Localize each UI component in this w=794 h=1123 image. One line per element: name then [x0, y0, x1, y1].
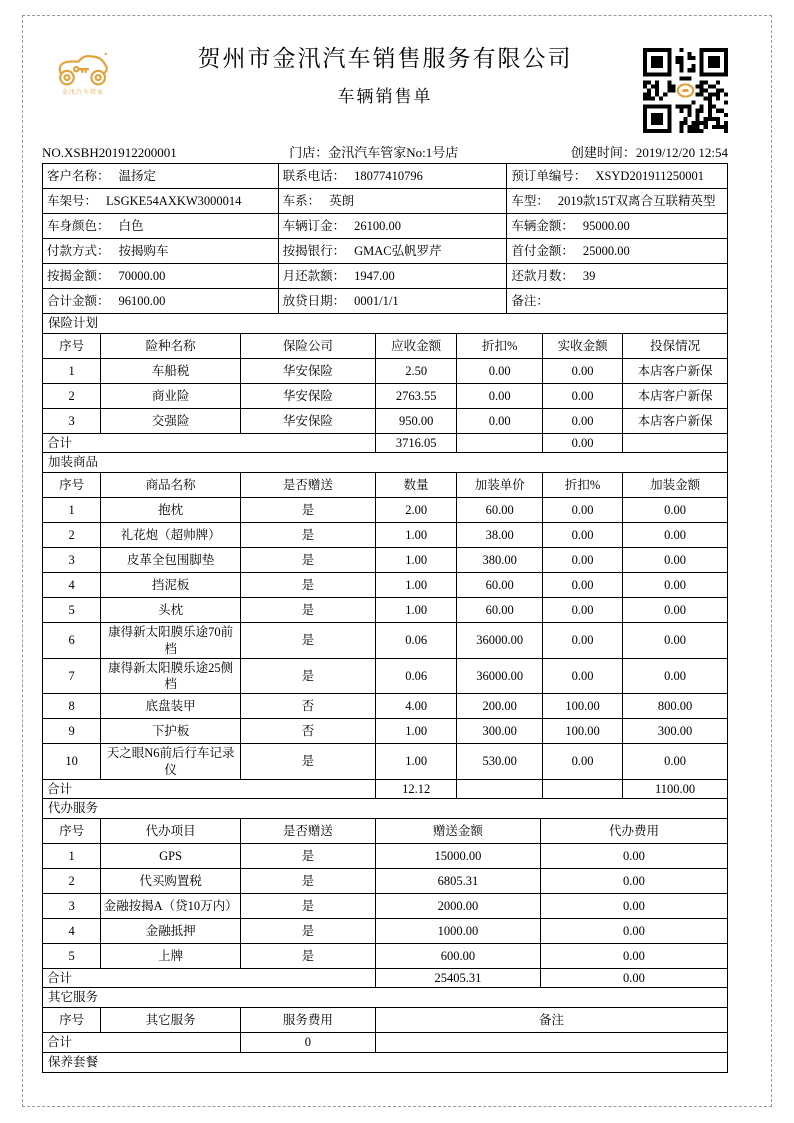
- cell-index: 4: [43, 573, 101, 598]
- header-cell: 序号: [43, 334, 101, 359]
- info-cell: [507, 239, 728, 264]
- field-label: 车辆订金：: [282, 218, 346, 233]
- cell-is-gift: 是: [240, 523, 375, 548]
- field-label: 还款月数：: [511, 268, 574, 283]
- cell-agency-item: 上牌: [101, 944, 241, 969]
- header-cell: 折扣%: [543, 473, 623, 498]
- header-cell: 是否赠送: [240, 473, 375, 498]
- cell-quantity: 1.00: [375, 548, 457, 573]
- field-value: 白色: [118, 218, 144, 233]
- car-key-logo-icon: [56, 50, 110, 90]
- field-label: 月还款额：: [282, 268, 346, 283]
- field-label: 合计金额：: [47, 293, 110, 308]
- field-label: 按揭银行：: [282, 243, 346, 258]
- cell-product-name: 头枕: [101, 598, 241, 623]
- cell-discount: 0.00: [543, 548, 623, 573]
- cell-agency-item: 金融按揭A（贷10万内）: [101, 894, 241, 919]
- cell-quantity: 1.00: [375, 598, 457, 623]
- field-label: 预订单编号：: [511, 168, 587, 183]
- addons-total-row: [43, 779, 728, 798]
- field-label: 付款方式：: [47, 243, 110, 258]
- header-cell: 商品名称: [101, 473, 241, 498]
- header-cell: 投保情况: [623, 334, 728, 359]
- table-row: [43, 214, 728, 239]
- table-header-row: [43, 473, 728, 498]
- table-row: [43, 658, 728, 694]
- cell-product-name: 挡泥板: [101, 573, 241, 598]
- field-value: 70000.00: [118, 268, 166, 283]
- cell-product-name: 底盘装甲: [101, 694, 241, 719]
- cell-unit-price: 38.00: [457, 523, 543, 548]
- empty-cell: [623, 434, 728, 453]
- cell-discount: 0.00: [457, 409, 543, 434]
- total-agency-fee: 0.00: [540, 969, 727, 988]
- cell-index: 7: [43, 658, 101, 694]
- section-label-maintenance: 保养套餐: [42, 1052, 728, 1073]
- header-cell: 险种名称: [101, 334, 241, 359]
- cell-unit-price: 380.00: [457, 548, 543, 573]
- created-time: 创建时间：2019/12/20 12:54: [570, 145, 728, 160]
- table-row: [43, 694, 728, 719]
- cell-product-name: 康得新太阳膜乐途70前档: [101, 623, 241, 659]
- table-row: [43, 164, 728, 189]
- cell-gift-amount: 15000.00: [375, 844, 540, 869]
- cell-discount: 0.00: [457, 384, 543, 409]
- header-cell: 备注: [375, 1008, 727, 1033]
- table-header-row: [43, 334, 728, 359]
- cell-quantity: 1.00: [375, 719, 457, 744]
- info-cell: [278, 189, 507, 214]
- cell-index: 3: [43, 548, 101, 573]
- cell-amount: 800.00: [623, 694, 728, 719]
- field-label: 客户名称：: [47, 168, 110, 183]
- header-cell: 代办费用: [540, 819, 727, 844]
- cell-agency-item: 代买购置税: [101, 869, 241, 894]
- cell-is-gift: 是: [240, 844, 375, 869]
- insurance-total-row: [43, 434, 728, 453]
- cell-discount: 0.00: [543, 573, 623, 598]
- cell-unit-price: 60.00: [457, 498, 543, 523]
- table-row: [43, 548, 728, 573]
- cell-index: 2: [43, 523, 101, 548]
- cell-quantity: 0.06: [375, 623, 457, 659]
- header-cell: 是否赠送: [240, 819, 375, 844]
- field-value: XSYD201911250001: [595, 168, 704, 183]
- store-name: 门店：金汛汽车管家No:1号店: [289, 145, 459, 160]
- document-header: [42, 28, 728, 134]
- cell-product-name: 天之眼N6前后行车记录仪: [101, 744, 241, 780]
- header-cell: 赠送金额: [375, 819, 540, 844]
- cell-is-gift: 是: [240, 869, 375, 894]
- customer-info-table: [42, 163, 728, 314]
- cell-gift-amount: 600.00: [375, 944, 540, 969]
- insurance-table: [42, 333, 728, 453]
- header-cell: 应收金额: [375, 334, 457, 359]
- cell-amount: 300.00: [623, 719, 728, 744]
- addons-table: [42, 472, 728, 799]
- table-row: [43, 498, 728, 523]
- info-cell: [507, 214, 728, 239]
- info-cell: [507, 264, 728, 289]
- info-cell: [43, 289, 279, 314]
- cell-index: 1: [43, 359, 101, 384]
- cell-index: 8: [43, 694, 101, 719]
- cell-insurance-name: 商业险: [101, 384, 241, 409]
- cell-unit-price: 60.00: [457, 573, 543, 598]
- cell-is-gift: 是: [240, 598, 375, 623]
- header-cell: 实收金额: [543, 334, 623, 359]
- cell-gift-amount: 6805.31: [375, 869, 540, 894]
- info-cell: [507, 289, 728, 314]
- meta-row: [42, 142, 728, 161]
- info-cell: [278, 164, 507, 189]
- empty-cell: [543, 779, 623, 798]
- table-row: [43, 598, 728, 623]
- field-value: 26100.00: [354, 218, 402, 233]
- cell-index: 1: [43, 844, 101, 869]
- cell-quantity: 2.00: [375, 498, 457, 523]
- info-cell: [43, 214, 279, 239]
- sales-order-document: [42, 28, 728, 1073]
- cell-insurance-company: 华安保险: [240, 384, 375, 409]
- cell-is-gift: 否: [240, 694, 375, 719]
- field-value: LSGKE54AXKW3000014: [106, 193, 242, 208]
- cell-amount: 0.00: [623, 573, 728, 598]
- cell-amount: 0.00: [623, 658, 728, 694]
- cell-discount: 0.00: [543, 498, 623, 523]
- table-row: [43, 719, 728, 744]
- empty-cell: [375, 1033, 727, 1052]
- cell-discount: 0.00: [543, 744, 623, 780]
- qr-code: [643, 48, 728, 133]
- cell-agency-fee: 0.00: [540, 844, 727, 869]
- header-cell: 序号: [43, 1008, 101, 1033]
- logo-text: 金汛汽车管家: [61, 90, 104, 96]
- field-label: 车架号：: [47, 193, 98, 208]
- cell-receivable: 950.00: [375, 409, 457, 434]
- header-cell: 其它服务: [101, 1008, 241, 1033]
- cell-product-name: 礼花炮（超帅牌）: [101, 523, 241, 548]
- cell-quantity: 0.06: [375, 658, 457, 694]
- cell-is-gift: 是: [240, 573, 375, 598]
- table-row: [43, 289, 728, 314]
- field-value: GMAC弘帆罗芹: [354, 243, 442, 258]
- cell-unit-price: 530.00: [457, 744, 543, 780]
- cell-amount: 0.00: [623, 744, 728, 780]
- table-row: [43, 744, 728, 780]
- cell-amount: 0.00: [623, 623, 728, 659]
- info-cell: [278, 239, 507, 264]
- info-cell: [43, 164, 279, 189]
- table-row: [43, 264, 728, 289]
- cell-index: 9: [43, 719, 101, 744]
- field-value: 温扬定: [118, 168, 157, 183]
- total-service-fee: 0: [240, 1033, 375, 1052]
- info-cell: [43, 264, 279, 289]
- cell-is-gift: 是: [240, 894, 375, 919]
- cell-index: 3: [43, 894, 101, 919]
- cell-discount: 0.00: [543, 623, 623, 659]
- section-label-other-services: 其它服务: [42, 987, 728, 1008]
- document-title: 车辆销售单: [337, 87, 433, 106]
- section-label-agency: 代办服务: [42, 798, 728, 819]
- field-label: 车型：: [511, 193, 549, 208]
- cell-index: 2: [43, 869, 101, 894]
- cell-index: 5: [43, 944, 101, 969]
- info-cell: [43, 239, 279, 264]
- total-label: 合计: [43, 1033, 241, 1052]
- cell-agency-fee: 0.00: [540, 944, 727, 969]
- cell-insure-status: 本店客户新保: [623, 359, 728, 384]
- field-label: 车系：: [282, 193, 321, 208]
- header-cell: 折扣%: [457, 334, 543, 359]
- cell-received: 0.00: [543, 409, 623, 434]
- cell-insurance-company: 华安保险: [240, 409, 375, 434]
- cell-received: 0.00: [543, 384, 623, 409]
- table-row: [43, 573, 728, 598]
- cell-product-name: 下护板: [101, 719, 241, 744]
- cell-unit-price: 36000.00: [457, 623, 543, 659]
- cell-insurance-name: 交强险: [101, 409, 241, 434]
- cell-discount: 0.00: [543, 658, 623, 694]
- cell-is-gift: 是: [240, 623, 375, 659]
- empty-cell: [457, 779, 543, 798]
- cell-insure-status: 本店客户新保: [623, 409, 728, 434]
- cell-gift-amount: 1000.00: [375, 919, 540, 944]
- cell-received: 0.00: [543, 359, 623, 384]
- field-label: 车辆金额：: [511, 218, 574, 233]
- cell-quantity: 4.00: [375, 694, 457, 719]
- table-row: [43, 623, 728, 659]
- field-label: 联系电话：: [282, 168, 346, 183]
- cell-is-gift: 否: [240, 719, 375, 744]
- cell-amount: 0.00: [623, 523, 728, 548]
- table-row: [43, 944, 728, 969]
- cell-quantity: 1.00: [375, 573, 457, 598]
- agency-table: [42, 818, 728, 988]
- cell-index: 3: [43, 409, 101, 434]
- field-value: 18077410796: [354, 168, 423, 183]
- table-row: [43, 919, 728, 944]
- table-row: [43, 523, 728, 548]
- cell-unit-price: 36000.00: [457, 658, 543, 694]
- total-label: 合计: [43, 434, 376, 453]
- header-cell: 加装金额: [623, 473, 728, 498]
- section-label-insurance: 保险计划: [42, 313, 728, 334]
- table-row: [43, 894, 728, 919]
- other-services-total-row: [43, 1033, 728, 1052]
- cell-is-gift: 是: [240, 944, 375, 969]
- table-row: [43, 239, 728, 264]
- cell-agency-item: GPS: [101, 844, 241, 869]
- field-label: 放贷日期：: [282, 293, 346, 308]
- cell-receivable: 2763.55: [375, 384, 457, 409]
- cell-product-name: 皮革全包围脚垫: [101, 548, 241, 573]
- cell-is-gift: 是: [240, 919, 375, 944]
- cell-amount: 0.00: [623, 598, 728, 623]
- cell-is-gift: 是: [240, 498, 375, 523]
- field-value: 按揭购车: [118, 243, 169, 258]
- header-cell: 序号: [43, 473, 101, 498]
- field-value: 英朗: [329, 193, 355, 208]
- header-cell: 序号: [43, 819, 101, 844]
- company-name: 贺州市金汛汽车销售服务有限公司: [197, 46, 573, 71]
- field-value: 96100.00: [118, 293, 166, 308]
- table-header-row: [43, 819, 728, 844]
- order-number: NO.XSBH201912200001: [42, 145, 177, 160]
- field-value: 0001/1/1: [354, 293, 399, 308]
- info-cell: [507, 189, 728, 214]
- header-cell: 服务费用: [240, 1008, 375, 1033]
- cell-index: 10: [43, 744, 101, 780]
- info-cell: [278, 289, 507, 314]
- cell-index: 2: [43, 384, 101, 409]
- table-row: [43, 359, 728, 384]
- field-label: 车身颜色：: [47, 218, 110, 233]
- field-value: 1947.00: [354, 268, 395, 283]
- cell-index: 5: [43, 598, 101, 623]
- field-value: 95000.00: [582, 218, 630, 233]
- section-label-addons: 加装商品: [42, 452, 728, 473]
- total-label: 合计: [43, 779, 376, 798]
- cell-unit-price: 200.00: [457, 694, 543, 719]
- other-services-table: [42, 1007, 728, 1052]
- cell-is-gift: 是: [240, 744, 375, 780]
- cell-discount: 100.00: [543, 694, 623, 719]
- cell-agency-fee: 0.00: [540, 869, 727, 894]
- header-cell: 数量: [375, 473, 457, 498]
- agency-total-row: [43, 969, 728, 988]
- cell-quantity: 1.00: [375, 523, 457, 548]
- cell-receivable: 2.50: [375, 359, 457, 384]
- cell-discount: 0.00: [543, 523, 623, 548]
- cell-agency-fee: 0.00: [540, 894, 727, 919]
- field-label: 首付金额：: [511, 243, 574, 258]
- info-cell: [43, 189, 279, 214]
- cell-insure-status: 本店客户新保: [623, 384, 728, 409]
- cell-insurance-company: 华安保险: [240, 359, 375, 384]
- total-quantity: 12.12: [375, 779, 457, 798]
- header-cell: 保险公司: [240, 334, 375, 359]
- total-label: 合计: [43, 969, 376, 988]
- table-header-row: [43, 1008, 728, 1033]
- cell-unit-price: 60.00: [457, 598, 543, 623]
- cell-unit-price: 300.00: [457, 719, 543, 744]
- cell-is-gift: 是: [240, 548, 375, 573]
- cell-index: 4: [43, 919, 101, 944]
- cell-discount: 0.00: [457, 359, 543, 384]
- cell-agency-item: 金融抵押: [101, 919, 241, 944]
- cell-index: 6: [43, 623, 101, 659]
- empty-cell: [457, 434, 543, 453]
- field-value: 2019款15T双离合互联精英型: [557, 193, 716, 208]
- header-cell: 加装单价: [457, 473, 543, 498]
- cell-product-name: 康得新太阳膜乐途25侧档: [101, 658, 241, 694]
- cell-gift-amount: 2000.00: [375, 894, 540, 919]
- field-label: 按揭金额：: [47, 268, 110, 283]
- info-cell: [278, 214, 507, 239]
- cell-discount: 0.00: [543, 598, 623, 623]
- table-row: [43, 384, 728, 409]
- cell-is-gift: 是: [240, 658, 375, 694]
- cell-index: 1: [43, 498, 101, 523]
- table-row: [43, 189, 728, 214]
- cell-amount: 0.00: [623, 548, 728, 573]
- total-amount: 1100.00: [623, 779, 728, 798]
- table-row: [43, 409, 728, 434]
- field-label: 备注：: [511, 293, 549, 308]
- cell-amount: 0.00: [623, 498, 728, 523]
- cell-quantity: 1.00: [375, 744, 457, 780]
- info-cell: [278, 264, 507, 289]
- field-value: 39: [582, 268, 596, 283]
- table-row: [43, 869, 728, 894]
- cell-discount: 100.00: [543, 719, 623, 744]
- field-value: 25000.00: [582, 243, 630, 258]
- total-gift-amount: 25405.31: [375, 969, 540, 988]
- cell-insurance-name: 车船税: [101, 359, 241, 384]
- company-logo: [54, 50, 112, 97]
- table-row: [43, 844, 728, 869]
- total-received: 0.00: [543, 434, 623, 453]
- info-cell: [507, 164, 728, 189]
- total-receivable: 3716.05: [375, 434, 457, 453]
- cell-agency-fee: 0.00: [540, 919, 727, 944]
- header-cell: 代办项目: [101, 819, 241, 844]
- cell-product-name: 抱枕: [101, 498, 241, 523]
